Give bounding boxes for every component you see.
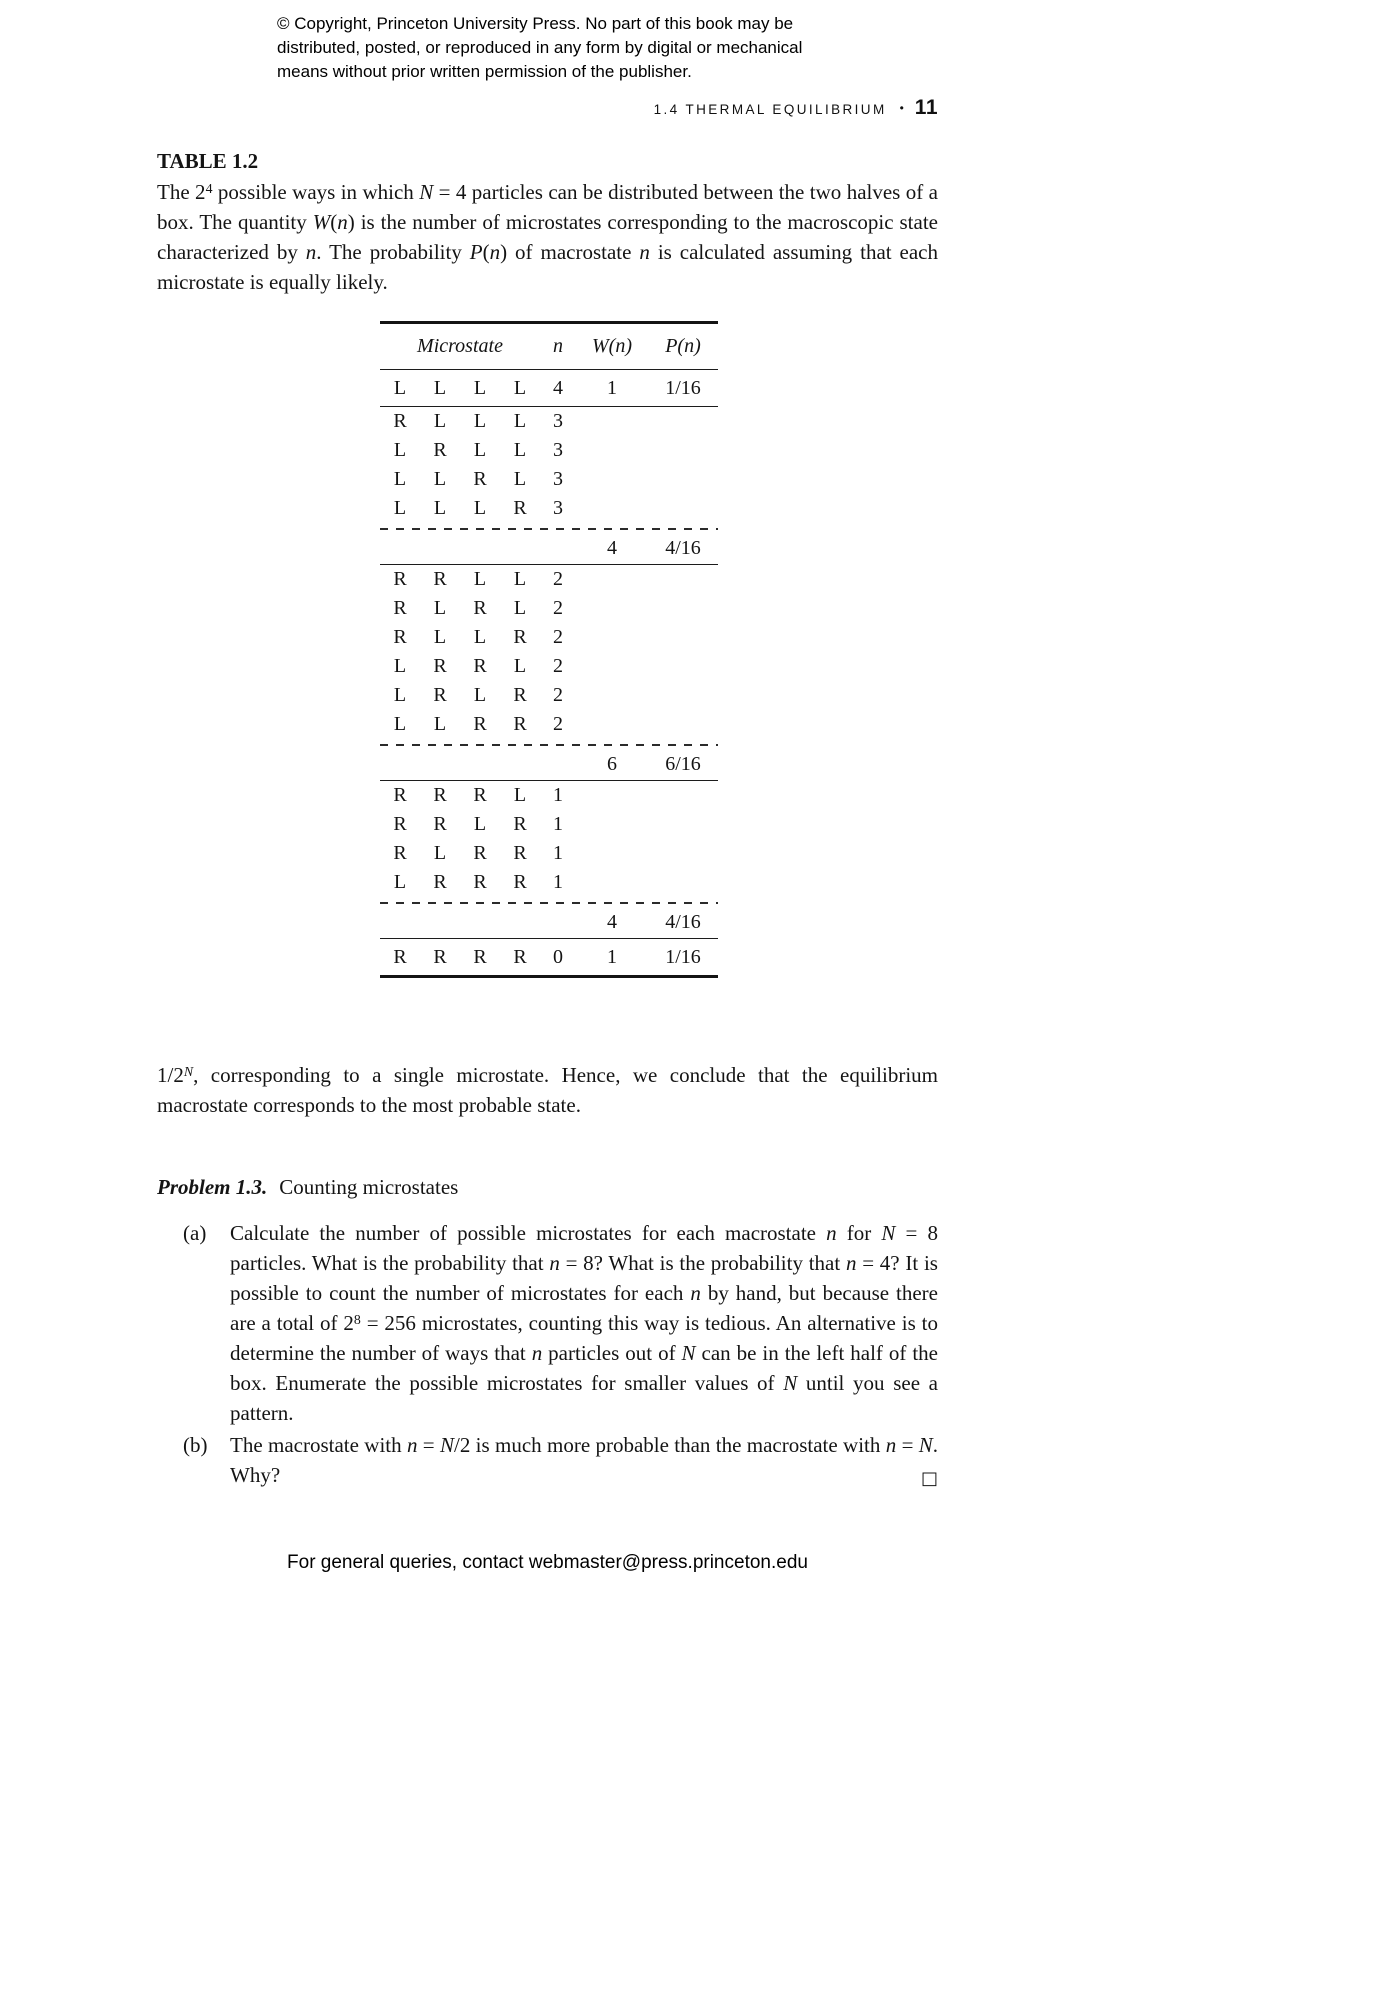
- page-content: [157, 146, 938, 1490]
- n-value: 1: [553, 784, 563, 806]
- microstate-letter: L: [433, 497, 447, 519]
- section-title: 1.4 THERMAL EQUILIBRIUM: [653, 102, 887, 117]
- dashed-divider: [380, 744, 718, 746]
- microstate-letter: L: [393, 871, 407, 893]
- microstate-letter: R: [513, 813, 527, 835]
- w-value: [576, 407, 648, 436]
- microstate-letter: L: [473, 497, 487, 519]
- problem-label: Problem 1.3.: [157, 1175, 268, 1199]
- microstate-letter: R: [513, 713, 527, 735]
- microstate-letter: R: [513, 946, 527, 968]
- microstate-table: [380, 321, 718, 978]
- p-subtotal: 4/16: [665, 537, 701, 559]
- dashed-divider: [380, 528, 718, 530]
- bullet-separator: •: [899, 101, 904, 115]
- microstate-letter: R: [513, 842, 527, 864]
- p-value: [648, 407, 718, 436]
- running-head: [157, 96, 938, 120]
- n-value: 3: [553, 439, 563, 461]
- p-value: [648, 652, 718, 681]
- microstate-letter: L: [513, 410, 527, 432]
- microstate-letter: L: [473, 626, 487, 648]
- p-value: [648, 810, 718, 839]
- microstate-letter: L: [473, 439, 487, 461]
- microstate-letter: L: [513, 439, 527, 461]
- microstate-letter: L: [393, 468, 407, 490]
- n-value: 2: [553, 597, 563, 619]
- n-value: 1: [553, 871, 563, 893]
- microstate-letter: R: [393, 813, 407, 835]
- microstate-letter: R: [433, 439, 447, 461]
- w-value: [576, 623, 648, 652]
- microstate-letter: R: [473, 713, 487, 735]
- body-paragraph: $1/2^N$, corresponding to a single microstate. Hence, we conclude that the equilibrium macrostate corresponds to the most probable state.: [157, 1063, 938, 1117]
- microstate-letter: R: [393, 946, 407, 968]
- n-value: 2: [553, 684, 563, 706]
- microstate-letter: L: [513, 597, 527, 619]
- w-value: [576, 868, 648, 897]
- w-subtotal: 6: [607, 753, 617, 775]
- copyright-notice: [277, 12, 837, 84]
- microstate-letter: R: [393, 410, 407, 432]
- table-rule: [380, 975, 718, 978]
- item-marker: (b): [183, 1433, 208, 1457]
- microstate-letter: R: [393, 568, 407, 590]
- w-value: [576, 494, 648, 523]
- microstate-letter: R: [433, 684, 447, 706]
- dashed-divider: [380, 902, 718, 904]
- w-value: [576, 565, 648, 594]
- w-value: 1: [607, 946, 617, 968]
- p-value: [648, 565, 718, 594]
- end-of-problem-square: □: [920, 1468, 938, 1489]
- microstate-letter: R: [473, 946, 487, 968]
- col-header-microstate: Microstate: [417, 335, 503, 357]
- microstate-letter: L: [393, 684, 407, 706]
- table-label: TABLE 1.2: [157, 149, 259, 173]
- p-value: [648, 594, 718, 623]
- copyright-line: © Copyright, Princeton University Press. No part of this book may be: [277, 14, 794, 33]
- w-value: [576, 839, 648, 868]
- microstate-letter: R: [433, 871, 447, 893]
- p-value: [648, 623, 718, 652]
- col-header-w: W(n): [592, 335, 632, 357]
- p-value: [648, 868, 718, 897]
- microstate-letter: L: [513, 568, 527, 590]
- p-subtotal: 6/16: [665, 753, 701, 775]
- subtotal-spacer: [380, 532, 576, 564]
- p-subtotal: 4/16: [665, 911, 701, 933]
- n-value: 4: [553, 377, 563, 399]
- p-value: [648, 681, 718, 710]
- n-value: 3: [553, 468, 563, 490]
- microstate-letter: L: [393, 377, 407, 399]
- microstate-letter: R: [473, 655, 487, 677]
- microstate-letter: R: [513, 871, 527, 893]
- subtotal-spacer: [380, 906, 576, 938]
- p-value: [648, 710, 718, 739]
- microstate-letter: R: [433, 655, 447, 677]
- microstate-letter: R: [393, 784, 407, 806]
- microstate-letter: L: [393, 713, 407, 735]
- microstate-letter: R: [473, 784, 487, 806]
- problem-item-b: [157, 1430, 938, 1490]
- p-value: [648, 494, 718, 523]
- microstate-letter: L: [433, 597, 447, 619]
- footer-contact: For general queries, contact webmaster@press.princeton.edu: [287, 1552, 808, 1573]
- n-value: 2: [553, 655, 563, 677]
- microstate-letter: L: [513, 377, 527, 399]
- microstate-letter: R: [473, 597, 487, 619]
- n-value: 1: [553, 813, 563, 835]
- w-value: [576, 465, 648, 494]
- microstate-letter: L: [433, 468, 447, 490]
- microstate-letter: R: [473, 871, 487, 893]
- table-caption: The $2^4$ possible ways in which N = 4 particles can be distributed between the two halves of a box. The quantity W(n) is the number of microstates corresponding to the macroscopic state characterized by n. The probability P(n) of macrostate n is calculated assuming that each microstate is equally likely.: [157, 180, 938, 294]
- page-number: 11: [914, 96, 938, 119]
- w-value: [576, 594, 648, 623]
- n-value: 3: [553, 410, 563, 432]
- copyright-line: means without prior written permission of the publisher.: [277, 62, 692, 81]
- w-value: [576, 652, 648, 681]
- microstate-letter: R: [433, 784, 447, 806]
- n-value: 1: [553, 842, 563, 864]
- p-value: 1/16: [665, 946, 701, 968]
- microstate-letter: R: [473, 468, 487, 490]
- w-value: [576, 710, 648, 739]
- microstate-letter: L: [513, 468, 527, 490]
- microstate-letter: R: [513, 684, 527, 706]
- n-value: 2: [553, 568, 563, 590]
- problem-item-a: [157, 1218, 938, 1428]
- microstate-letter: R: [513, 626, 527, 648]
- p-value: [648, 436, 718, 465]
- subtotal-spacer: [380, 748, 576, 780]
- n-value: 2: [553, 713, 563, 735]
- microstate-letter: R: [433, 813, 447, 835]
- microstate-letter: R: [473, 842, 487, 864]
- item-text: The macrostate with n = N/2 is much more probable than the macrostate with n = N. Why?: [230, 1433, 939, 1487]
- problem-heading: [157, 1172, 938, 1202]
- microstate-letter: L: [433, 842, 447, 864]
- item-text: Calculate the number of possible microstates for each macrostate n for N = 8 particles. What is the probability that n = 8? What is the probability that n = 4? It is possible to count the number of microstates for each n by hand, but because there are a total of $2^8 = 256$ microstates, counting this way is tedious. An alternative is to determine the number of ways that n particles out of N can be in the left half of the box. Enumerate the possible microstates for smaller values of N until you see a pattern.: [230, 1221, 939, 1425]
- microstate-letter: L: [433, 626, 447, 648]
- p-value: [648, 781, 718, 810]
- w-value: [576, 436, 648, 465]
- p-value: [648, 465, 718, 494]
- microstate-letter: L: [393, 439, 407, 461]
- microstate-letter: L: [393, 497, 407, 519]
- microstate-letter: L: [473, 410, 487, 432]
- microstate-letter: L: [473, 568, 487, 590]
- w-value: [576, 781, 648, 810]
- microstate-letter: L: [433, 713, 447, 735]
- microstate-letter: R: [433, 946, 447, 968]
- w-value: [576, 810, 648, 839]
- copyright-line: distributed, posted, or reproduced in any form by digital or mechanical: [277, 38, 803, 57]
- microstate-letter: L: [513, 784, 527, 806]
- microstate-letter: L: [473, 813, 487, 835]
- col-header-n: n: [553, 335, 563, 357]
- n-value: 2: [553, 626, 563, 648]
- microstate-letter: L: [473, 377, 487, 399]
- n-value: 3: [553, 497, 563, 519]
- w-subtotal: 4: [607, 911, 617, 933]
- microstate-letter: R: [513, 497, 527, 519]
- microstate-letter: L: [473, 684, 487, 706]
- col-header-p: P(n): [665, 335, 701, 357]
- microstate-letter: R: [393, 842, 407, 864]
- microstate-letter: L: [433, 377, 447, 399]
- microstate-letter: L: [513, 655, 527, 677]
- p-value: 1/16: [665, 377, 701, 399]
- microstate-letter: R: [393, 597, 407, 619]
- p-value: [648, 839, 718, 868]
- problem-title: Counting microstates: [279, 1175, 459, 1199]
- w-value: 1: [607, 377, 617, 399]
- microstate-letter: L: [393, 655, 407, 677]
- microstate-letter: L: [433, 410, 447, 432]
- n-value: 0: [553, 946, 563, 968]
- microstate-letter: R: [393, 626, 407, 648]
- w-subtotal: 4: [607, 537, 617, 559]
- microstate-letter: R: [433, 568, 447, 590]
- item-marker: (a): [183, 1221, 207, 1245]
- w-value: [576, 681, 648, 710]
